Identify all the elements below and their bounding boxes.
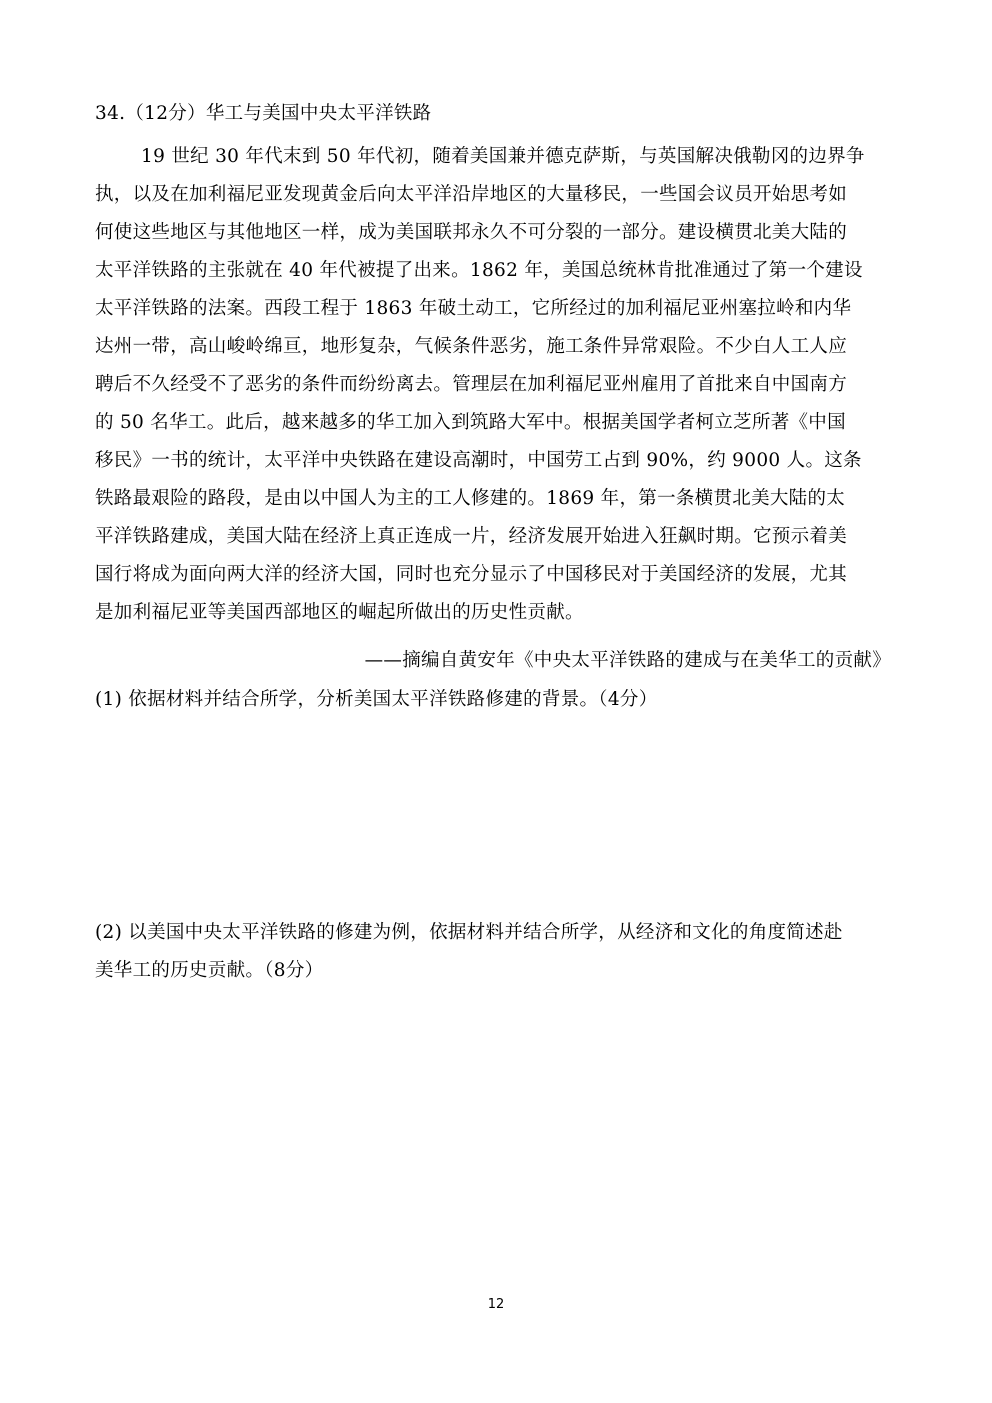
material-line: 太平洋铁路的主张就在 40 年代被提了出来。1862 年，美国总统林肯批准通过了第一个建设 xyxy=(95,260,863,281)
material-source: ——摘编自黄安年《中央太平洋铁路的建成与在美华工的贡献》 xyxy=(364,650,891,671)
answer-space-2[interactable] xyxy=(95,995,895,1275)
material-line: 聘后不久经受不了恶劣的条件而纷纷离去。管理层在加利福尼亚州雇用了首批来自中国南方 xyxy=(95,374,848,395)
page-number: 12 xyxy=(487,1297,505,1312)
sub-question-1: (1) 依据材料并结合所学，分析美国太平洋铁路修建的背景。（4分） xyxy=(95,689,658,710)
answer-space-1[interactable] xyxy=(95,720,895,910)
material-line: 达州一带，高山峻岭绵亘，地形复杂，气候条件恶劣，施工条件异常艰险。不少白人工人应 xyxy=(95,336,848,357)
material-line: 国行将成为面向两大洋的经济大国，同时也充分显示了中国移民对于美国经济的发展，尤其 xyxy=(95,564,848,585)
material-line: 移民》一书的统计，太平洋中央铁路在建设高潮时，中国劳工占到 90%，约 9000 人。这条 xyxy=(95,450,862,471)
material-line: 平洋铁路建成，美国大陆在经济上真正连成一片，经济发展开始进入狂飙时期。它预示着美 xyxy=(95,526,848,547)
question-title: 34.（12分）华工与美国中央太平洋铁路 xyxy=(95,103,432,124)
material-line: 是加利福尼亚等美国西部地区的崛起所做出的历史性贡献。 xyxy=(95,602,584,623)
material-line: 何使这些地区与其他地区一样，成为美国联邦永久不可分裂的一部分。建设横贯北美大陆的 xyxy=(95,222,848,243)
material-line: 太平洋铁路的法案。西段工程于 1863 年破土动工，它所经过的加利福尼亚州塞拉岭和内华 xyxy=(95,298,852,319)
sub-question-2: (2) 以美国中央太平洋铁路的修建为例，依据材料并结合所学，从经济和文化的角度简述赴 xyxy=(95,922,843,943)
sub-question-2-cont: 美华工的历史贡献。（8分） xyxy=(95,960,324,981)
material-line: 19 世纪 30 年代末到 50 年代初，随着美国兼并德克萨斯，与英国解决俄勒冈的边界争 xyxy=(141,146,865,167)
material-line: 铁路最艰险的路段，是由以中国人为主的工人修建的。1869 年，第一条横贯北美大陆的太 xyxy=(95,488,846,509)
material-line: 执，以及在加利福尼亚发现黄金后向太平洋沿岸地区的大量移民，一些国会议员开始思考如 xyxy=(95,184,848,205)
material-line: 的 50 名华工。此后，越来越多的华工加入到筑路大军中。根据美国学者柯立芝所著《中国 xyxy=(95,412,846,433)
